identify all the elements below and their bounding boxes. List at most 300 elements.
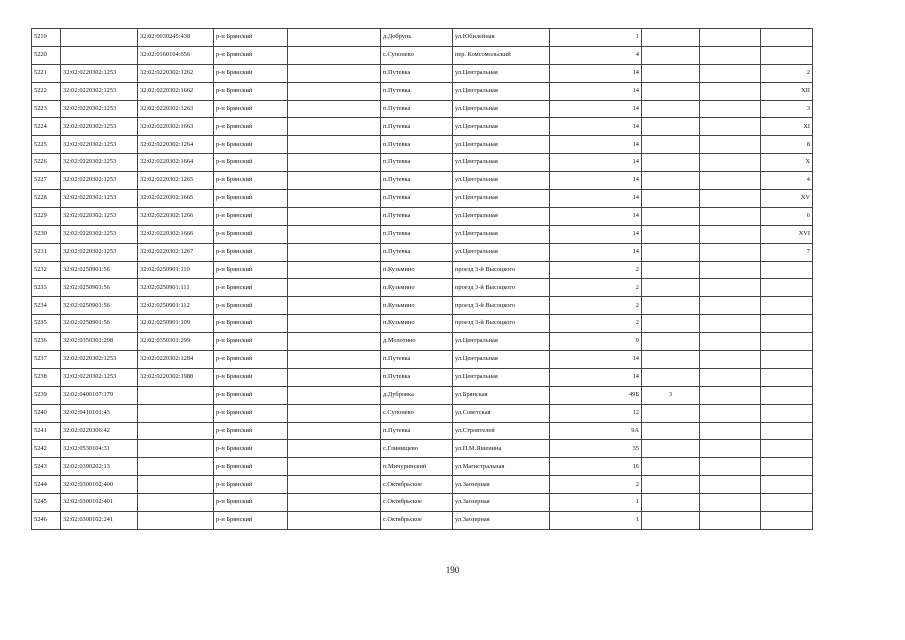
row-number: 5239 <box>32 386 61 404</box>
cadastral-number-parent: 32:02:0410101:43 <box>61 404 138 422</box>
empty-cell <box>288 207 381 225</box>
cadastral-number-parent <box>61 46 138 64</box>
table-row <box>32 190 877 208</box>
extra-cell-1 <box>642 29 700 47</box>
settlement-cell: с.Октябрьское <box>381 494 453 512</box>
street-cell: проезд 3-й Высоцкого <box>453 279 550 297</box>
empty-cell <box>288 190 381 208</box>
extra-cell-2 <box>700 368 761 386</box>
cadastral-number-parent: 32:02:0220302:1253 <box>61 225 138 243</box>
house-number-cell: 1 <box>550 29 642 47</box>
street-cell: ул.П.М.Яшенина <box>453 440 550 458</box>
extra-cell-1 <box>642 476 700 494</box>
street-cell: ул.Заозерная <box>453 476 550 494</box>
house-number-cell: 2 <box>550 297 642 315</box>
extra-cell-2 <box>700 440 761 458</box>
extra-cell-1 <box>642 458 700 476</box>
settlement-cell: п.Путевка <box>381 422 453 440</box>
extra-cell-2 <box>700 458 761 476</box>
district-cell: р-н Брянский <box>214 297 288 315</box>
cadastral-number-parent: 32:02:0530104:31 <box>61 440 138 458</box>
settlement-cell: д.Добрунь <box>381 29 453 47</box>
street-cell: ул.Центральная <box>453 225 550 243</box>
extra-cell-1 <box>642 190 700 208</box>
extra-cell-2 <box>700 64 761 82</box>
street-cell: ул.Центральная <box>453 172 550 190</box>
row-number: 5246 <box>32 512 61 530</box>
empty-cell <box>288 422 381 440</box>
district-cell: р-н Брянский <box>214 440 288 458</box>
empty-cell <box>288 386 381 404</box>
row-number: 5236 <box>32 333 61 351</box>
table-row <box>32 368 877 386</box>
house-number-cell: 9А <box>550 422 642 440</box>
street-cell: ул.Заозерная <box>453 494 550 512</box>
cadastral-number: 32:02:0220302:1264 <box>138 136 214 154</box>
table-row <box>32 422 877 440</box>
extra-cell-2 <box>700 333 761 351</box>
cadastral-number-parent: 32:02:0250901:56 <box>61 297 138 315</box>
district-cell: р-н Брянский <box>214 82 288 100</box>
street-cell: ул.Центральная <box>453 136 550 154</box>
table-row <box>32 440 877 458</box>
empty-cell <box>288 279 381 297</box>
table-row <box>32 46 877 64</box>
table-row <box>32 136 877 154</box>
table-row <box>32 225 877 243</box>
house-number-cell: 14 <box>550 82 642 100</box>
empty-cell <box>288 82 381 100</box>
cadastral-number: 32:02:0250901:109 <box>138 315 214 333</box>
settlement-cell: с.Октябрьское <box>381 512 453 530</box>
apartment-cell <box>761 29 813 47</box>
street-cell: ул.Центральная <box>453 82 550 100</box>
cadastral-number: 32:02:0220302:1284 <box>138 351 214 369</box>
apartment-cell: XV <box>761 190 813 208</box>
settlement-cell: п.Путевка <box>381 118 453 136</box>
empty-cell <box>288 172 381 190</box>
table-row <box>32 207 877 225</box>
empty-cell <box>288 512 381 530</box>
cadastral-number-parent: 32:02:0350301:298 <box>61 333 138 351</box>
cadastral-number-parent: 32:02:0390202:13 <box>61 458 138 476</box>
extra-cell-2 <box>700 172 761 190</box>
cadastral-number <box>138 422 214 440</box>
apartment-cell: 3 <box>761 100 813 118</box>
extra-cell-2 <box>700 512 761 530</box>
cadastral-number <box>138 404 214 422</box>
extra-cell-1 <box>642 100 700 118</box>
empty-cell <box>288 476 381 494</box>
cadastral-number: 32:02:0030245:438 <box>138 29 214 47</box>
table-row <box>32 386 877 404</box>
row-number: 5219 <box>32 29 61 47</box>
table-row <box>32 29 877 47</box>
settlement-cell: п.Путевка <box>381 190 453 208</box>
cadastral-number: 32:02:0220302:1662 <box>138 82 214 100</box>
extra-cell-2 <box>700 297 761 315</box>
extra-cell-2 <box>700 82 761 100</box>
table-row <box>32 279 877 297</box>
street-cell: ул.Центральная <box>453 118 550 136</box>
empty-cell <box>288 136 381 154</box>
house-number-cell: 2 <box>550 476 642 494</box>
cadastral-number-parent: 32:02:0400107:179 <box>61 386 138 404</box>
cadastral-number: 32:02:0350301:299 <box>138 333 214 351</box>
settlement-cell: п.Путевка <box>381 172 453 190</box>
apartment-cell <box>761 297 813 315</box>
row-number: 5229 <box>32 207 61 225</box>
row-number: 5242 <box>32 440 61 458</box>
row-number: 5225 <box>32 136 61 154</box>
extra-cell-1 <box>642 512 700 530</box>
extra-cell-2 <box>700 351 761 369</box>
district-cell: р-н Брянский <box>214 207 288 225</box>
house-number-cell: 14 <box>550 368 642 386</box>
row-number: 5237 <box>32 351 61 369</box>
table-row <box>32 404 877 422</box>
empty-cell <box>288 368 381 386</box>
apartment-cell <box>761 279 813 297</box>
extra-cell-1 <box>642 279 700 297</box>
apartment-cell <box>761 315 813 333</box>
district-cell: р-н Брянский <box>214 333 288 351</box>
settlement-cell: с.Глинищево <box>381 440 453 458</box>
settlement-cell: п.Кузьмино <box>381 297 453 315</box>
cadastral-number <box>138 440 214 458</box>
house-number-cell: 4 <box>550 46 642 64</box>
house-number-cell: 14 <box>550 172 642 190</box>
district-cell: р-н Брянский <box>214 118 288 136</box>
cadastral-number: 32:02:0220302:1666 <box>138 225 214 243</box>
settlement-cell: п.Путевка <box>381 136 453 154</box>
cadastral-number <box>138 386 214 404</box>
cadastral-number-parent: 32:02:0220302:1253 <box>61 64 138 82</box>
street-cell: ул.Центральная <box>453 243 550 261</box>
street-cell: проезд 3-й Высоцкого <box>453 315 550 333</box>
row-number: 5244 <box>32 476 61 494</box>
extra-cell-2 <box>700 136 761 154</box>
empty-cell <box>288 315 381 333</box>
row-number: 5228 <box>32 190 61 208</box>
cadastral-number: 32:02:0220302:1664 <box>138 154 214 172</box>
empty-cell <box>288 29 381 47</box>
extra-cell-1 <box>642 243 700 261</box>
district-cell: р-н Брянский <box>214 458 288 476</box>
district-cell: р-н Брянский <box>214 46 288 64</box>
settlement-cell: п.Мичуринский <box>381 458 453 476</box>
cadastral-number: 32:02:0220302:1262 <box>138 64 214 82</box>
cadastral-number <box>138 494 214 512</box>
row-number: 5234 <box>32 297 61 315</box>
extra-cell-2 <box>700 315 761 333</box>
extra-cell-1: 3 <box>642 386 700 404</box>
street-cell: ул.Магистральная <box>453 458 550 476</box>
extra-cell-1 <box>642 118 700 136</box>
cadastral-number-parent: 32:02:0250901:56 <box>61 279 138 297</box>
table-row <box>32 458 877 476</box>
extra-cell-2 <box>700 386 761 404</box>
row-number: 5220 <box>32 46 61 64</box>
settlement-cell: п.Путевка <box>381 100 453 118</box>
table-row <box>32 512 877 530</box>
district-cell: р-н Брянский <box>214 154 288 172</box>
cadastral-number-parent <box>61 29 138 47</box>
extra-cell-2 <box>700 100 761 118</box>
cadastral-number-parent: 32:02:0220302:1253 <box>61 136 138 154</box>
cadastral-number: 32:02:0220302:1988 <box>138 368 214 386</box>
cadastral-number-parent: 32:02:0220302:1253 <box>61 100 138 118</box>
settlement-cell: п.Путевка <box>381 225 453 243</box>
apartment-cell: XI <box>761 118 813 136</box>
district-cell: р-н Брянский <box>214 476 288 494</box>
district-cell: р-н Брянский <box>214 368 288 386</box>
table-row <box>32 476 877 494</box>
extra-cell-1 <box>642 440 700 458</box>
district-cell: р-н Брянский <box>214 386 288 404</box>
cadastral-number-parent: 32:02:0220302:1253 <box>61 351 138 369</box>
cadastral-number <box>138 476 214 494</box>
table-row <box>32 297 877 315</box>
cadastral-number-parent: 32:02:0220306:42 <box>61 422 138 440</box>
row-number: 5223 <box>32 100 61 118</box>
cadastral-number-parent: 32:02:0220302:1253 <box>61 368 138 386</box>
house-number-cell: 14 <box>550 64 642 82</box>
extra-cell-1 <box>642 404 700 422</box>
row-number: 5233 <box>32 279 61 297</box>
cadastral-number-parent: 32:02:0300102:400 <box>61 476 138 494</box>
extra-cell-2 <box>700 404 761 422</box>
extra-cell-1 <box>642 46 700 64</box>
district-cell: р-н Брянский <box>214 261 288 279</box>
house-number-cell: 14 <box>550 136 642 154</box>
extra-cell-2 <box>700 422 761 440</box>
settlement-cell: д.Молотино <box>381 333 453 351</box>
extra-cell-1 <box>642 297 700 315</box>
settlement-cell: д.Дубровка <box>381 386 453 404</box>
apartment-cell: X <box>761 154 813 172</box>
row-number: 5224 <box>32 118 61 136</box>
street-cell: пер. Комсомольский <box>453 46 550 64</box>
table-row <box>32 154 877 172</box>
apartment-cell: 4 <box>761 172 813 190</box>
district-cell: р-н Брянский <box>214 512 288 530</box>
extra-cell-1 <box>642 136 700 154</box>
row-number: 5240 <box>32 404 61 422</box>
extra-cell-1 <box>642 368 700 386</box>
house-number-cell: 14 <box>550 243 642 261</box>
house-number-cell: 1 <box>550 512 642 530</box>
street-cell: ул.Брянская <box>453 386 550 404</box>
cadastral-number <box>138 512 214 530</box>
settlement-cell: п.Путевка <box>381 154 453 172</box>
settlement-cell: п.Кузьмино <box>381 261 453 279</box>
empty-cell <box>288 261 381 279</box>
district-cell: р-н Брянский <box>214 422 288 440</box>
extra-cell-1 <box>642 422 700 440</box>
apartment-cell <box>761 404 813 422</box>
table-row <box>32 243 877 261</box>
district-cell: р-н Брянский <box>214 315 288 333</box>
extra-cell-2 <box>700 207 761 225</box>
street-cell: ул.Центральная <box>453 100 550 118</box>
cadastral-number-parent: 32:02:0220302:1253 <box>61 172 138 190</box>
extra-cell-1 <box>642 333 700 351</box>
extra-cell-1 <box>642 82 700 100</box>
extra-cell-1 <box>642 261 700 279</box>
house-number-cell: 14 <box>550 154 642 172</box>
apartment-cell <box>761 368 813 386</box>
row-number: 5226 <box>32 154 61 172</box>
house-number-cell: 1 <box>550 494 642 512</box>
empty-cell <box>288 64 381 82</box>
row-number: 5230 <box>32 225 61 243</box>
apartment-cell: XII <box>761 82 813 100</box>
house-number-cell: 2 <box>550 315 642 333</box>
settlement-cell: п.Кузьмино <box>381 315 453 333</box>
row-number: 5241 <box>32 422 61 440</box>
cadastral-number: 32:02:0220302:1266 <box>138 207 214 225</box>
apartment-cell <box>761 351 813 369</box>
row-number: 5232 <box>32 261 61 279</box>
cadastral-number-parent: 32:02:0220302:1253 <box>61 154 138 172</box>
extra-cell-1 <box>642 154 700 172</box>
row-number: 5235 <box>32 315 61 333</box>
row-number: 5222 <box>32 82 61 100</box>
apartment-cell <box>761 440 813 458</box>
settlement-cell: п.Путевка <box>381 368 453 386</box>
table-row <box>32 494 877 512</box>
extra-cell-2 <box>700 190 761 208</box>
house-number-cell: 14 <box>550 190 642 208</box>
district-cell: р-н Брянский <box>214 29 288 47</box>
district-cell: р-н Брянский <box>214 190 288 208</box>
apartment-cell <box>761 261 813 279</box>
cadastral-number-parent: 32:02:0220302:1253 <box>61 190 138 208</box>
extra-cell-1 <box>642 225 700 243</box>
extra-cell-1 <box>642 172 700 190</box>
cadastral-number: 32:02:0220302:1263 <box>138 100 214 118</box>
settlement-cell: п.Путевка <box>381 64 453 82</box>
empty-cell <box>288 118 381 136</box>
apartment-cell: 2 <box>761 64 813 82</box>
page-number: 190 <box>445 565 460 575</box>
district-cell: р-н Брянский <box>214 172 288 190</box>
row-number: 5238 <box>32 368 61 386</box>
row-number: 5227 <box>32 172 61 190</box>
cadastral-number <box>138 458 214 476</box>
settlement-cell: с.Октябрьское <box>381 476 453 494</box>
row-number: 5231 <box>32 243 61 261</box>
empty-cell <box>288 404 381 422</box>
extra-cell-2 <box>700 154 761 172</box>
cadastral-number-parent: 32:02:0300102:241 <box>61 512 138 530</box>
extra-cell-1 <box>642 351 700 369</box>
empty-cell <box>288 333 381 351</box>
extra-cell-2 <box>700 225 761 243</box>
street-cell: ул.Центральная <box>453 190 550 208</box>
table-row <box>32 64 877 82</box>
table-row <box>32 333 877 351</box>
street-cell: ул.Центральная <box>453 64 550 82</box>
house-number-cell: 2 <box>550 261 642 279</box>
empty-cell <box>288 100 381 118</box>
settlement-cell: п.Путевка <box>381 243 453 261</box>
apartment-cell: 6 <box>761 207 813 225</box>
apartment-cell <box>761 494 813 512</box>
settlement-cell: с.Супонево <box>381 404 453 422</box>
extra-cell-2 <box>700 243 761 261</box>
apartment-cell: XVI <box>761 225 813 243</box>
row-number: 5245 <box>32 494 61 512</box>
house-number-cell: 12 <box>550 404 642 422</box>
street-cell: проезд 3-й Высоцкого <box>453 297 550 315</box>
table-row <box>32 172 877 190</box>
house-number-cell: 49Б <box>550 386 642 404</box>
cadastral-number: 32:02:0220302:1265 <box>138 172 214 190</box>
extra-cell-1 <box>642 315 700 333</box>
extra-cell-1 <box>642 207 700 225</box>
apartment-cell <box>761 46 813 64</box>
settlement-cell: п.Путевка <box>381 351 453 369</box>
house-number-cell: 14 <box>550 225 642 243</box>
row-number: 5243 <box>32 458 61 476</box>
table-row <box>32 315 877 333</box>
extra-cell-1 <box>642 494 700 512</box>
row-number: 5221 <box>32 64 61 82</box>
house-number-cell: 2 <box>550 279 642 297</box>
district-cell: р-н Брянский <box>214 494 288 512</box>
apartment-cell <box>761 333 813 351</box>
house-number-cell: 14 <box>550 100 642 118</box>
house-number-cell: 14 <box>550 351 642 369</box>
house-number-cell: 9 <box>550 333 642 351</box>
cadastral-number: 32:02:0220302:1665 <box>138 190 214 208</box>
street-cell: ул.Советская <box>453 404 550 422</box>
cadastral-number: 32:02:0220302:1267 <box>138 243 214 261</box>
register-table <box>31 28 877 530</box>
empty-cell <box>288 458 381 476</box>
street-cell: ул.Центральная <box>453 154 550 172</box>
street-cell: ул.Юбилейная <box>453 29 550 47</box>
extra-cell-2 <box>700 476 761 494</box>
empty-cell <box>288 225 381 243</box>
cadastral-number: 32:02:0250901:111 <box>138 279 214 297</box>
empty-cell <box>288 154 381 172</box>
house-number-cell: 14 <box>550 207 642 225</box>
cadastral-number: 32:02:0250901:112 <box>138 297 214 315</box>
district-cell: р-н Брянский <box>214 243 288 261</box>
empty-cell <box>288 243 381 261</box>
district-cell: р-н Брянский <box>214 351 288 369</box>
apartment-cell <box>761 476 813 494</box>
street-cell: ул.Строителей <box>453 422 550 440</box>
district-cell: р-н Брянский <box>214 136 288 154</box>
apartment-cell <box>761 458 813 476</box>
settlement-cell: п.Кузьмино <box>381 279 453 297</box>
settlement-cell: п.Путевка <box>381 207 453 225</box>
extra-cell-2 <box>700 261 761 279</box>
district-cell: р-н Брянский <box>214 279 288 297</box>
table-row <box>32 261 877 279</box>
cadastral-number-parent: 32:02:0300102:401 <box>61 494 138 512</box>
district-cell: р-н Брянский <box>214 225 288 243</box>
street-cell: ул.Центральная <box>453 207 550 225</box>
street-cell: ул.Центральная <box>453 368 550 386</box>
table-row <box>32 82 877 100</box>
table-row <box>32 118 877 136</box>
street-cell: проезд 3-й Высоцкого <box>453 261 550 279</box>
